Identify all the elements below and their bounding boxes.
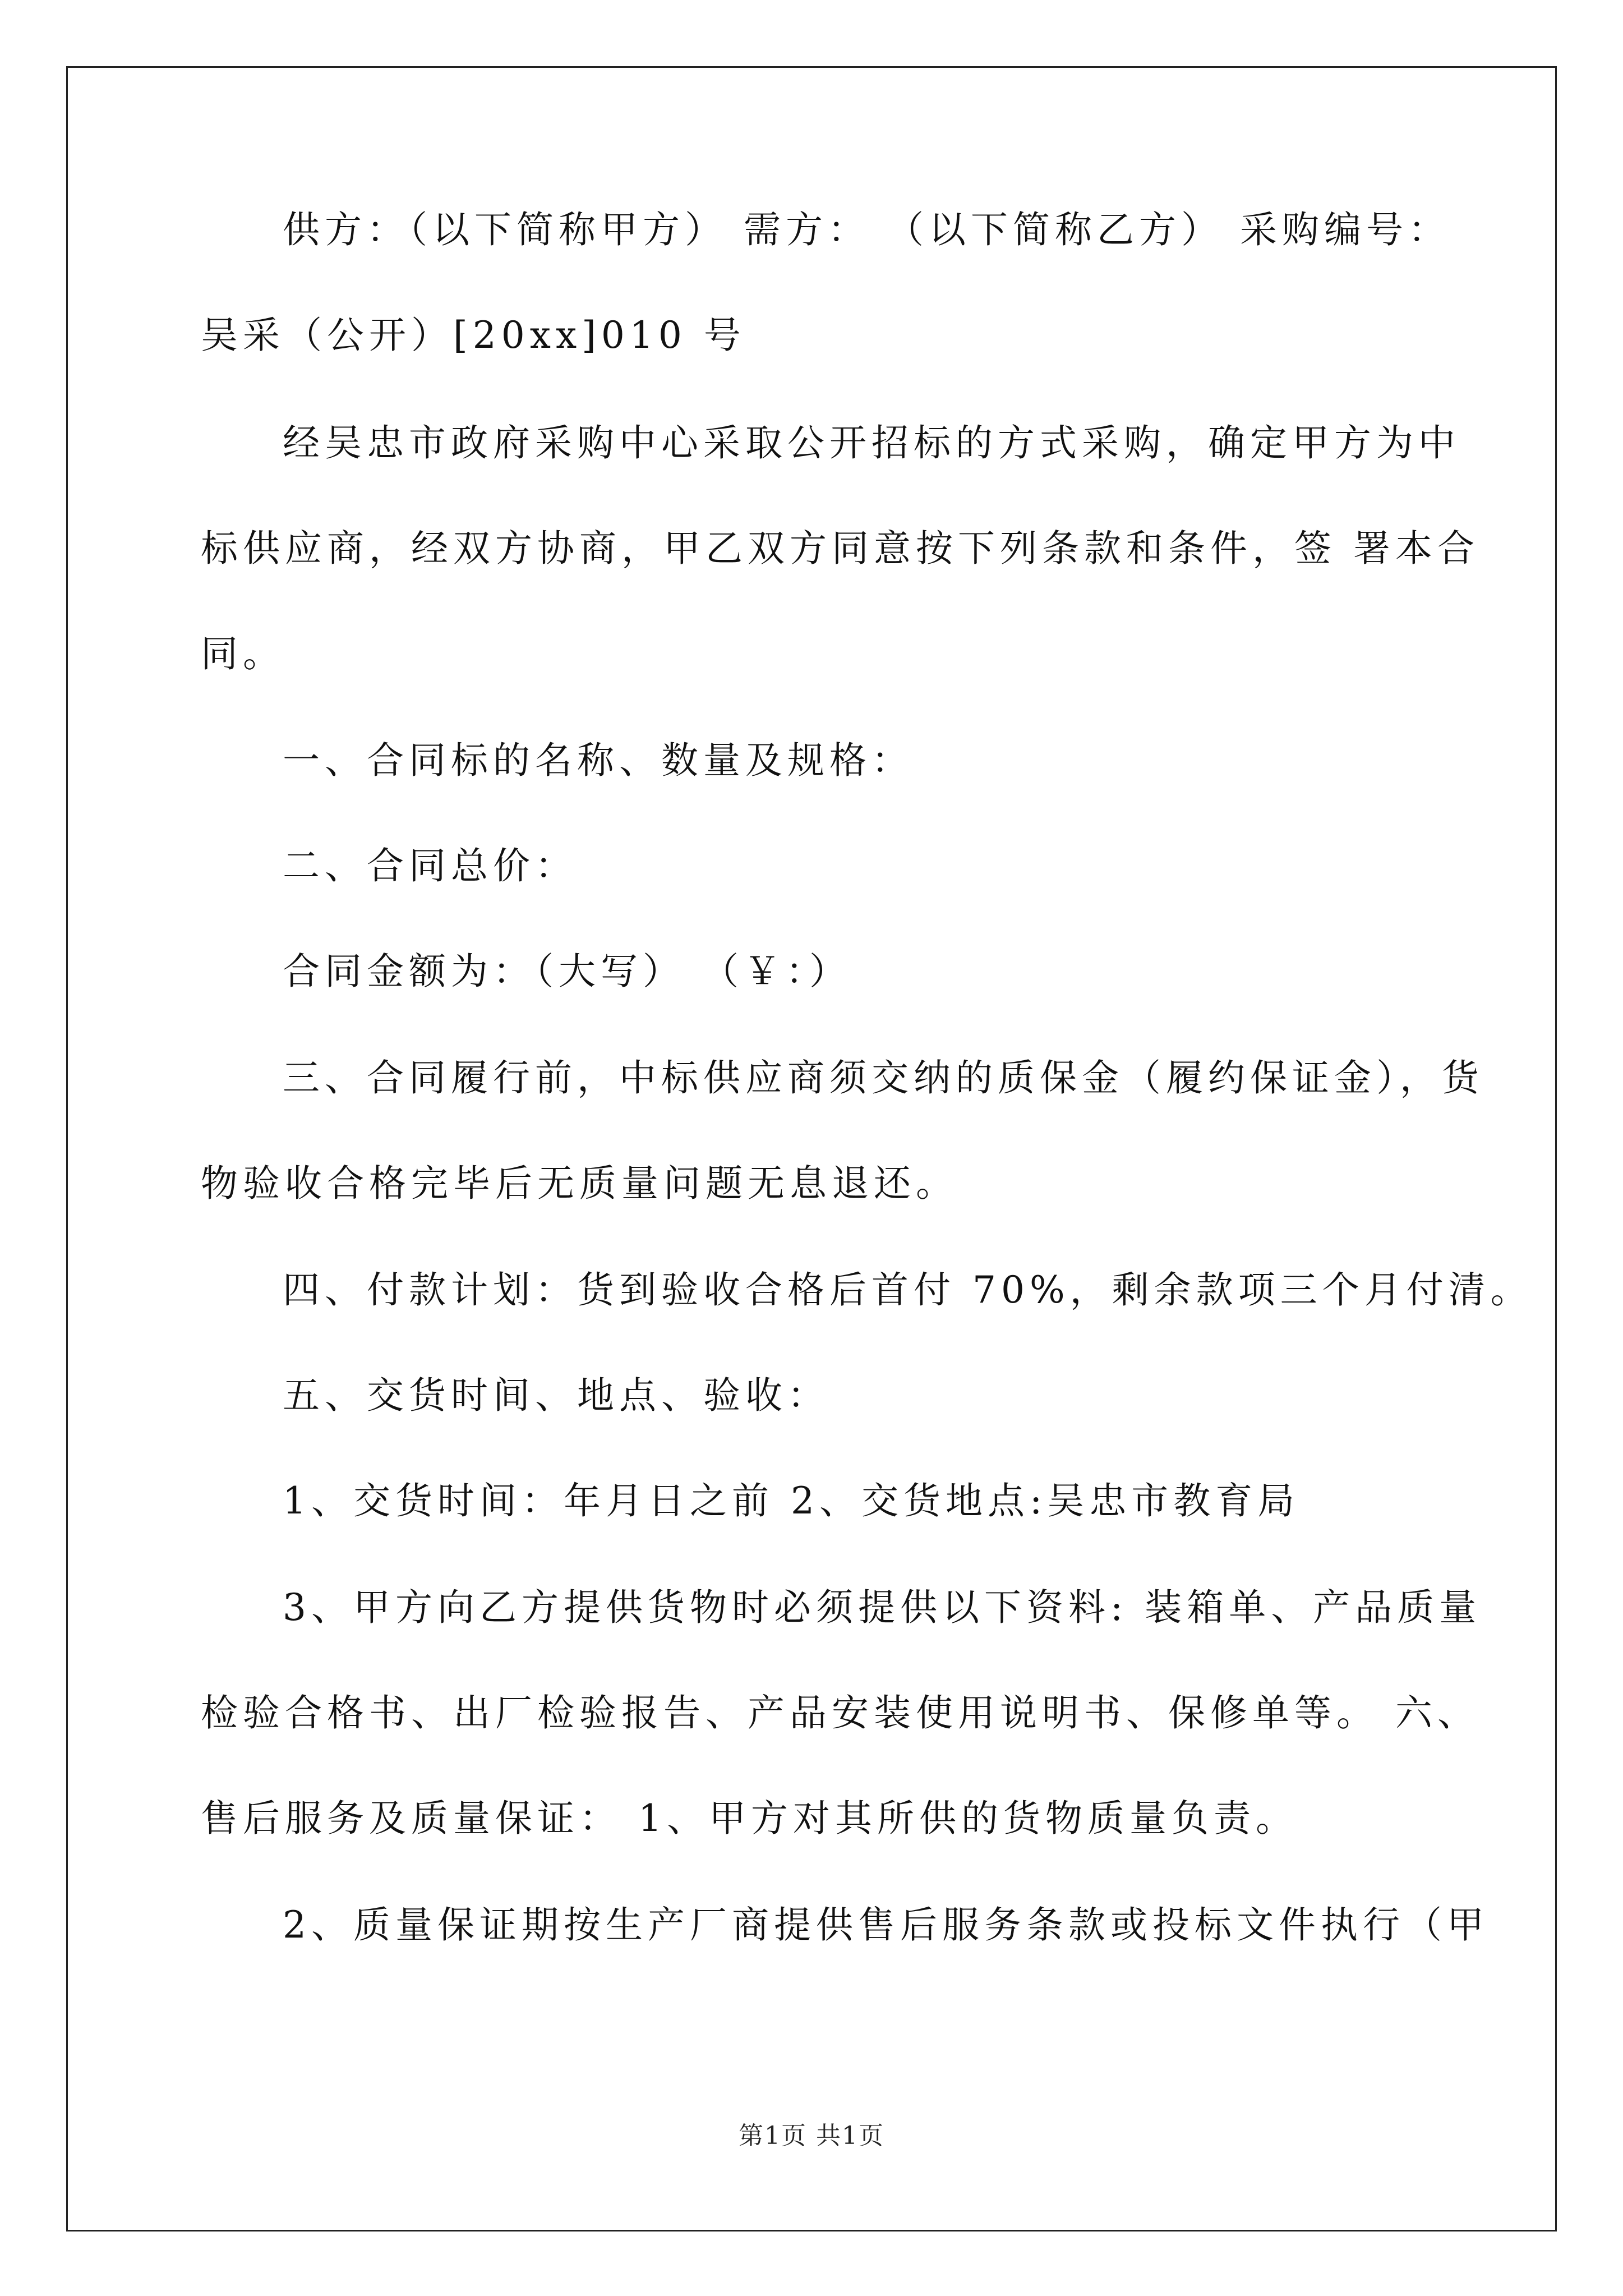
section-heading-total-price: 二、合同总价：	[283, 844, 577, 887]
paragraph-line-after-sales: 售后服务及质量保证： 1、甲方对其所供的货物质量负责。	[201, 1797, 1298, 1840]
section-heading-delivery: 五、交货时间、地点、验收：	[283, 1374, 829, 1417]
paragraph-line-payment-plan: 四、付款计划：货到验收合格后首付 70%，剩余款项三个月付清。	[283, 1268, 1533, 1312]
section-heading-subject: 一、合同标的名称、数量及规格：	[283, 739, 914, 782]
paragraph-line-warranty: 2、质量保证期按生产厂商提供售后服务条款或投标文件执行（甲	[283, 1903, 1489, 1947]
paragraph-line-deposit-2: 物验收合格完毕后无质量问题无息退还。	[201, 1162, 958, 1205]
paragraph-line-parties: 供方：（以下简称甲方） 需方： （以下简称乙方） 采购编号：	[283, 208, 1450, 251]
paragraph-line-delivery-time-place: 1、交货时间：年月日之前 2、交货地点:吴忠市教育局	[283, 1479, 1300, 1522]
paragraph-line-deposit-1: 三、合同履行前，中标供应商须交纳的质保金（履约保证金），货	[283, 1056, 1484, 1099]
paragraph-line-contract-amount: 合同金额为：（大写） （￥：）	[283, 950, 851, 993]
paragraph-line-intro-1: 经吴忠市政府采购中心采取公开招标的方式采购，确定甲方为中	[283, 421, 1460, 464]
paragraph-line-procurement-number: 吴采（公开）[20xx]010 号	[201, 314, 746, 357]
page-footer: 第1页 共1页	[739, 2122, 884, 2150]
paragraph-line-documents-2: 检验合格书、出厂检验报告、产品安装使用说明书、保修单等。 六、	[201, 1691, 1479, 1734]
paragraph-line-documents-1: 3、甲方向乙方提供货物时必须提供以下资料: 装箱单、产品质量	[283, 1586, 1482, 1629]
paragraph-line-intro-3: 同。	[201, 632, 285, 675]
paragraph-line-intro-2: 标供应商，经双方协商，甲乙双方同意按下列条款和条件，签 署本合	[201, 527, 1479, 570]
